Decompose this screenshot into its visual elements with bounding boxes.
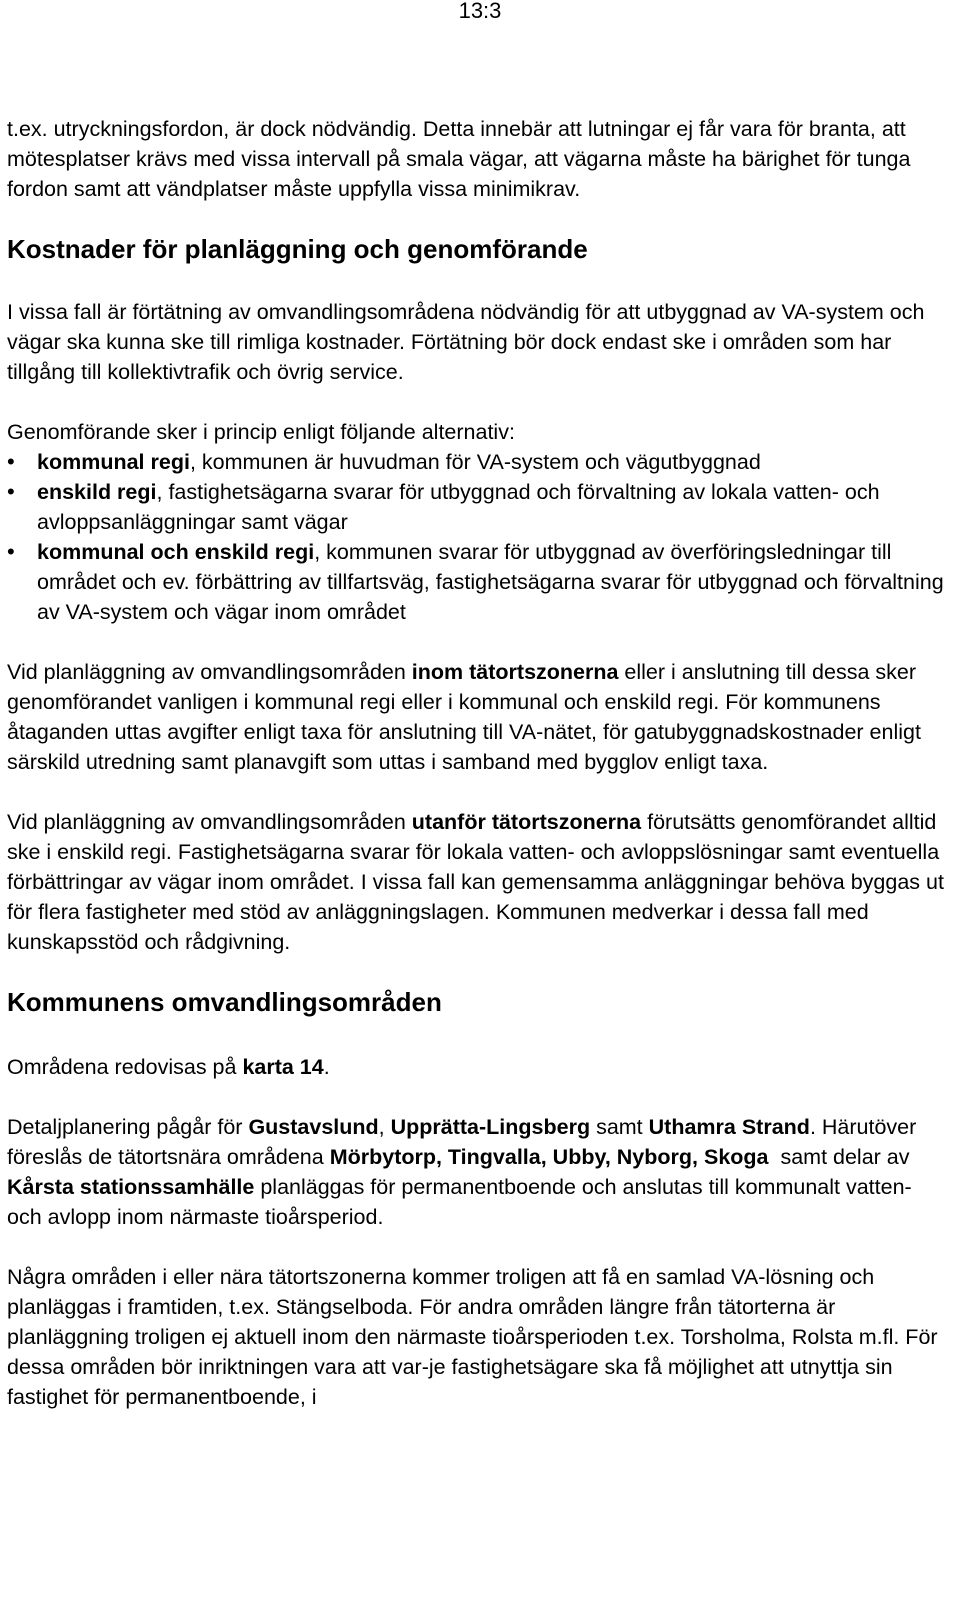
page-number: 13:3	[458, 0, 502, 23]
heading-costs: Kostnader för planläggning och genomförande	[7, 234, 588, 264]
densification-paragraph: I vissa fall är förtätning av omvandlingsområdena nödvändig för att utbyggnad av VA-system och vägar ska kunna ske till rimliga kostnader. Förtätning bör dock endast ske i områden som har tillgång till kollektivtrafik och övrig service.	[7, 300, 925, 384]
alternatives-list	[7, 447, 947, 627]
bullet-icon: •	[7, 539, 15, 564]
list-item	[7, 537, 947, 627]
map-reference: karta 14	[242, 1055, 324, 1079]
alternative-term: kommunal regi	[37, 450, 190, 474]
intro-paragraph: t.ex. utryckningsfordon, är dock nödvändig. Detta innebär att lutningar ej får vara för branta, att mötesplatser krävs med vissa intervall på smala vägar, att vägarna måste ha bärighet för tunga fordon samt att vändplatser måste uppfylla vissa minimikrav.	[7, 117, 911, 201]
emphasis: inom tätortszonerna	[411, 660, 619, 684]
alternative-description: , kommunen är huvudman för VA-system och vägutbyggnad	[189, 450, 761, 474]
area-name: Uthamra Strand	[648, 1115, 810, 1139]
bullet-icon: •	[7, 479, 15, 504]
map-reference-paragraph: Områdena redovisas på karta 14.	[7, 1055, 330, 1079]
list-item	[7, 447, 947, 477]
bullet-icon: •	[7, 449, 15, 474]
future-planning-paragraph: Några områden i eller nära tätortszonerna kommer troligen att få en samlad VA-lösning och planläggas i framtiden, t.ex. Stängselboda. För andra områden längre från tätorterna är planläggning troligen ej aktuell inom den närmaste tioårsperioden t.ex. Torsholma, Rolsta m.fl. För dessa områden bör inriktningen vara att var-je fastighetsägare ska få möjlighet att utnyttja sin fastighet för permanentboende, i	[7, 1265, 938, 1409]
alternative-description: , fastighetsägarna svarar för utbyggnad och förvaltning av lokala vatten- och avloppsanläggningar samt vägar	[37, 480, 880, 534]
document-body	[7, 114, 947, 1412]
alternative-term: kommunal och enskild regi	[37, 540, 315, 564]
area-name: Upprätta-Lingsberg	[390, 1115, 591, 1139]
area-name: Gustavslund	[248, 1115, 379, 1139]
inside-zones-paragraph: Vid planläggning av omvandlingsområden inom tätortszonerna eller i anslutning till dessa sker genomförandet vanligen i kommunal regi eller i kommunal och enskild regi. För kommunens åtaganden uttas avgifter enligt taxa för anslutning till VA-nätet, för gatubyggnadskostnader enligt särskild utredning samt planavgift som uttas i samband med bygglov enligt taxa.	[7, 660, 921, 774]
outside-zones-paragraph: Vid planläggning av omvandlingsområden utanför tätortszonerna förutsätts genomförandet alltid ske i enskild regi. Fastighetsägarna svarar för lokala vatten- och avloppslösningar samt eventuella förbättringar av vägar inom området. I vissa fall kan gemensamma anläggningar behöva byggas ut för flera fastigheter med stöd av anläggningslagen. Kommunen medverkar i dessa fall med kunskapsstöd och rådgivning.	[7, 810, 944, 954]
list-item	[7, 477, 947, 537]
area-names: Mörbytorp, Tingvalla, Ubby, Nyborg, Skoga	[329, 1145, 769, 1169]
alternative-term: enskild regi	[37, 480, 157, 504]
alternative-description: , kommunen svarar för utbyggnad av överföringsledningar till området och ev. förbättring av tillfartsväg, fastighetsägarna svarar för utbyggnad och förvaltning av VA-system och vägar inom området	[37, 540, 944, 624]
area-name: Kårsta stationssamhälle	[7, 1175, 255, 1199]
heading-areas: Kommunens omvandlingsområden	[7, 987, 442, 1017]
emphasis: utanför tätortszonerna	[411, 810, 642, 834]
detail-planning-paragraph: Detaljplanering pågår för Gustavslund, Upprätta-Lingsberg samt Uthamra Strand. Härutöver föreslås de tätortsnära områdena Mörbytorp, Tingvalla, Ubby, Nyborg, Skoga samt delar av Kårsta stationssamhälle planläggas för permanentboende och anslutas till kommunalt vatten- och avlopp inom närmaste tioårsperiod.	[7, 1115, 917, 1229]
alternatives-intro: Genomförande sker i princip enligt följande alternativ:	[7, 420, 515, 444]
